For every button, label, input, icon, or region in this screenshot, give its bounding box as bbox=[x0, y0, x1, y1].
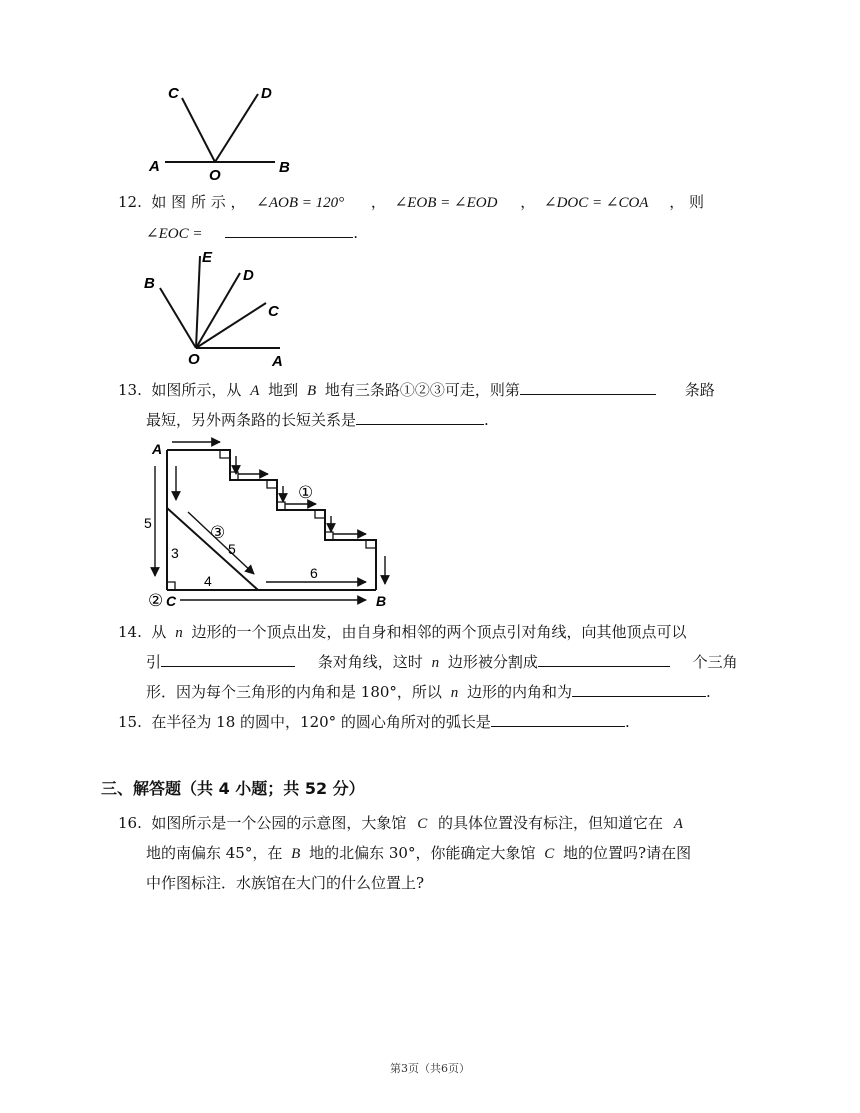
question-16-line2: 地的南偏东 45°，在 B 地的北偏东 30°，你能确定大象馆 C 地的位置吗?请在图 bbox=[146, 844, 692, 862]
road-1-staircase bbox=[167, 450, 376, 590]
right-angle-mark bbox=[366, 540, 376, 548]
question-14-line3: 形．因为每个三角形的内角和是 180°，所以 n 边形的内角和为 . bbox=[146, 677, 711, 708]
label-road-1: ① bbox=[298, 483, 314, 502]
label-b: B bbox=[376, 593, 387, 609]
question-13-line2: 最短，另外两条路的长短关系是 . bbox=[146, 405, 489, 435]
label-c: C bbox=[166, 593, 177, 609]
question-number: 15. bbox=[118, 713, 142, 731]
label-length-left: 5 bbox=[144, 515, 152, 531]
label-d: D bbox=[261, 85, 272, 102]
label-c: C bbox=[268, 303, 279, 320]
right-angle-mark bbox=[220, 450, 230, 458]
label-b: B bbox=[279, 159, 290, 176]
answer-blank-relation[interactable] bbox=[356, 406, 484, 425]
label-road-3: ③ bbox=[210, 523, 226, 542]
label-length-right: 6 bbox=[310, 565, 318, 581]
label-o: O bbox=[209, 167, 221, 184]
label-o: O bbox=[188, 351, 200, 368]
question-13-line1: 13. 如图所示，从 A 地到 B 地有三条路①②③可走，则第 条路 bbox=[118, 375, 715, 406]
condition-2: ∠EOB = ∠EOD bbox=[394, 195, 498, 211]
question-number: 12. bbox=[118, 193, 142, 211]
label-b: B bbox=[144, 275, 155, 292]
ray-oc bbox=[196, 303, 266, 348]
answer-blank-triangles[interactable] bbox=[538, 648, 670, 667]
figure-q13-roads bbox=[140, 436, 410, 610]
condition-1: ∠AOB = 120° bbox=[256, 195, 345, 211]
right-angle-mark bbox=[230, 472, 238, 480]
page-footer: 第3页（共6页） bbox=[390, 1062, 470, 1075]
arrow bbox=[188, 512, 254, 574]
road-3-diagonal bbox=[167, 508, 258, 590]
label-road-2: ② bbox=[148, 591, 164, 610]
answer-blank-diagonals[interactable] bbox=[161, 648, 295, 667]
label-a: A bbox=[152, 441, 163, 457]
label-length-diagonal: 5 bbox=[228, 541, 236, 557]
ray-oe bbox=[196, 256, 200, 348]
condition-3: ∠DOC = ∠COA bbox=[544, 195, 649, 211]
question-number: 14. bbox=[118, 623, 142, 641]
answer-blank[interactable] bbox=[225, 219, 353, 238]
right-angle-mark bbox=[167, 582, 175, 590]
question-15: 15. 在半径为 18 的圆中，120° 的圆心角所对的弧长是 . bbox=[118, 707, 630, 737]
ray-od bbox=[215, 94, 258, 162]
label-d: D bbox=[243, 267, 254, 284]
question-number: 16. bbox=[118, 814, 142, 832]
ray-oc bbox=[182, 98, 215, 162]
question-14-line1: 14. 从 n 边形的一个顶点出发，由自身和相邻的两个顶点引对角线，向其他顶点可以 bbox=[118, 623, 687, 641]
answer-blank-angle-sum[interactable] bbox=[572, 678, 706, 697]
label-a: A bbox=[272, 353, 283, 370]
section-heading: 三、解答题（共 4 小题；共 52 分） bbox=[101, 779, 365, 798]
question-16-line3: 中作图标注．水族馆在大门的什么位置上? bbox=[146, 874, 425, 892]
right-angle-mark bbox=[267, 480, 277, 488]
right-angle-mark bbox=[325, 532, 333, 540]
asked-angle: ∠EOC = bbox=[146, 226, 203, 242]
question-number: 13. bbox=[118, 381, 142, 399]
figure-q12-rays bbox=[138, 248, 298, 372]
ray-ob bbox=[160, 288, 196, 348]
figure-q11-angles bbox=[140, 80, 310, 185]
right-angle-mark bbox=[315, 510, 325, 518]
question-16-line1: 16. 如图所示是一个公园的示意图，大象馆 C 的具体位置没有标注，但知道它在 A bbox=[118, 814, 683, 832]
question-14-line2: 引 条对角线，这时 n 边形被分割成 个三角 bbox=[146, 647, 738, 678]
label-c: C bbox=[168, 85, 179, 102]
label-a: A bbox=[149, 158, 160, 175]
question-12-line2: ∠EOC = . bbox=[146, 218, 358, 249]
ray-od bbox=[196, 273, 240, 348]
label-length-horizontal: 4 bbox=[204, 573, 212, 589]
right-angle-mark bbox=[277, 502, 285, 510]
answer-blank-arc-length[interactable] bbox=[491, 708, 625, 727]
label-e: E bbox=[202, 249, 213, 266]
answer-blank-shortest-road[interactable] bbox=[520, 376, 656, 395]
label-length-vertical: 3 bbox=[171, 545, 179, 561]
question-12-line1: 12. 如 图 所 示 ， ∠AOB = 120° ， ∠EOB = ∠EOD ， ∠DOC = ∠COA ， 则 bbox=[118, 193, 705, 211]
